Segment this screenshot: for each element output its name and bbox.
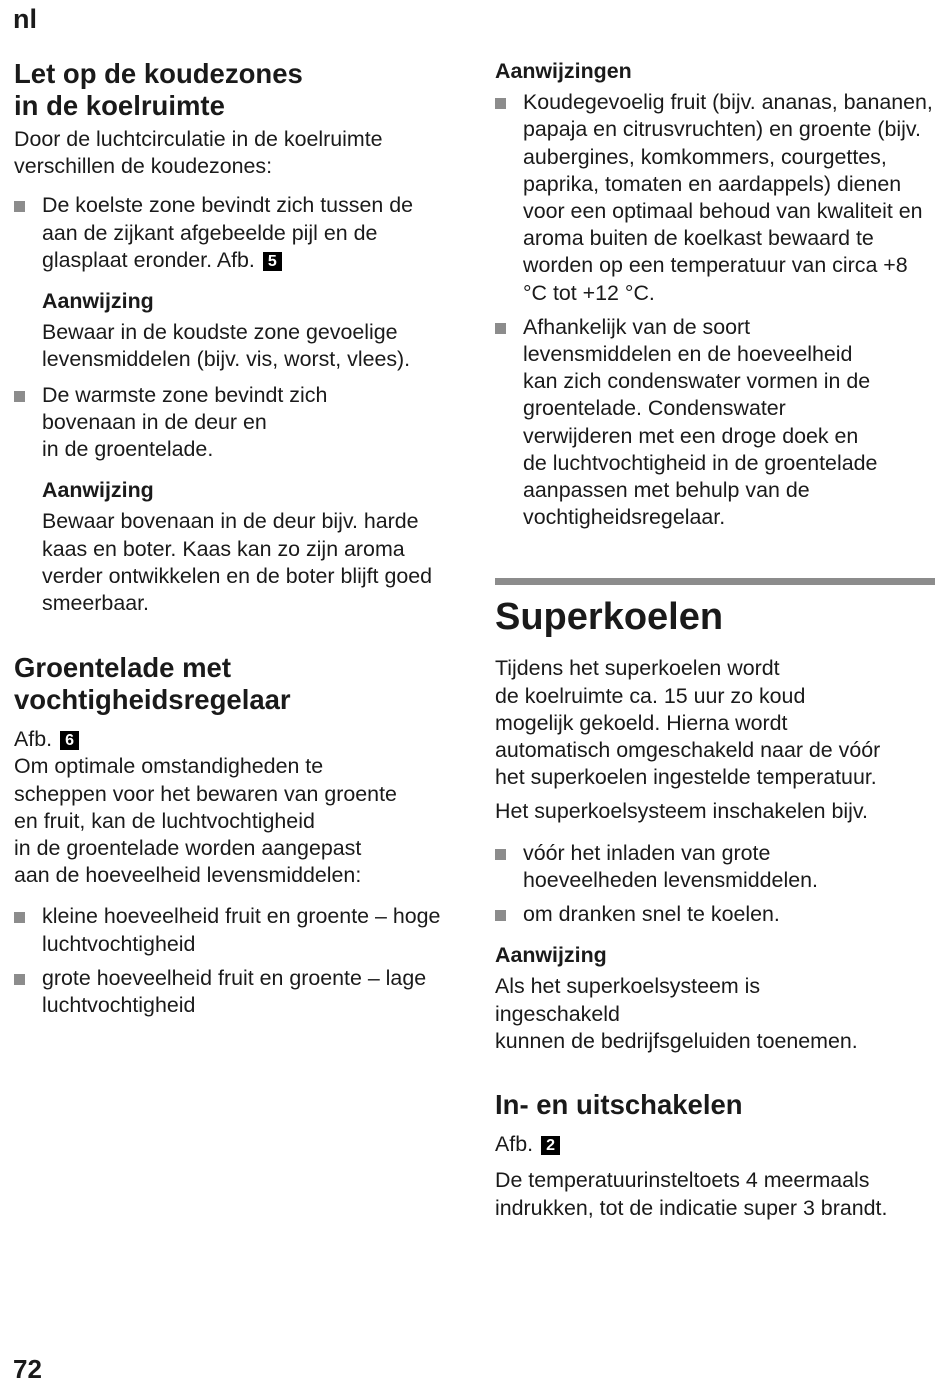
section-title-groentelade [14, 652, 454, 716]
list-item [495, 840, 935, 894]
note-line: kunnen de bedrijfsgeluiden toenemen. [495, 1028, 858, 1053]
superkoelen-instruction: Het superkoelsysteem inschakelen bijv. [495, 799, 868, 824]
in-uitschakelen-paragraph: De temperatuurinsteltoets 4 meermaals indrukken, tot de indicatie super 3 brandt. [495, 1168, 888, 1220]
list-item-line: aanpassen met behulp van de [523, 478, 810, 503]
list-item-line: levensmiddelen en de hoeveelheid [523, 342, 853, 367]
figure-label: Afb. [14, 727, 53, 752]
list-item [495, 901, 935, 928]
paragraph-line: Om optimale omstandigheden te [14, 754, 324, 779]
list-item [14, 903, 454, 957]
bullet-list [14, 192, 454, 274]
list-item-text: om dranken snel te koelen. [523, 902, 780, 927]
list-item-line: groentelade. Condenswater [523, 396, 786, 421]
bullet-square-icon [14, 391, 25, 402]
paragraph-line: mogelijk gekoeld. Hierna wordt [495, 710, 788, 735]
list-item-line: verwijderen met een droge doek en [523, 423, 859, 448]
intro-paragraph: Door de luchtcirculatie in de koelruimte verschillen de koudezones: [14, 127, 383, 179]
note-text: Bewaar bovenaan in de deur bijv. harde kaas en boter. Kaas kan zo zijn aroma verder ontwikkelen en de boter blijft goed smeerbaar. [42, 509, 433, 616]
paragraph-line: en fruit, kan de luchtvochtigheid [14, 808, 315, 833]
notes-bullet-list [495, 89, 935, 531]
list-item-line: de luchtvochtigheid in de groentelade [523, 450, 878, 475]
note-block [14, 288, 454, 374]
list-item-text: Koudegevoelig fruit (bijv. ananas, bananen, papaja en citrusvruchten) en groente (bijv. aubergines, komkommers, courgettes, paprika, tomaten en aardappels) dienen voor een optimaal behoud van kwaliteit en aroma buiten de koelkast bewaard te worden op een temperatuur van circa +8 °C tot +12 °C. [523, 90, 933, 305]
paragraph-line: in de groentelade worden aangepast [14, 836, 362, 861]
paragraph-line: automatisch omgeschakeld naar de vóór [495, 738, 881, 763]
list-item-line: kan zich condenswater vormen in de [523, 369, 871, 394]
paragraph-line: het superkoelen ingestelde temperatuur. [495, 765, 877, 790]
figure-reference-badge: 2 [541, 1136, 560, 1155]
right-column [495, 58, 935, 1222]
list-item-line: Afhankelijk van de soort [523, 314, 751, 339]
notes-heading: Aanwijzingen [495, 59, 632, 83]
list-item-line: hoeveelheden levensmiddelen. [523, 867, 818, 892]
note-line: Als het superkoelsysteem is [495, 974, 761, 999]
figure-reference-badge: 5 [263, 252, 282, 271]
page-number: 72 [13, 1354, 42, 1384]
note-heading: Aanwijzing [495, 943, 607, 968]
figure-reference [14, 726, 454, 753]
paragraph-line: de koelruimte ca. 15 uur zo koud [495, 683, 806, 708]
note-block [495, 942, 935, 1055]
list-item-line: De warmste zone bevindt zich [42, 382, 328, 407]
note-heading: Aanwijzing [42, 478, 154, 503]
figure-reference-badge: 6 [60, 731, 79, 750]
section-title-koudezones [14, 58, 454, 122]
left-column [14, 58, 454, 1026]
bullet-square-icon [495, 849, 506, 860]
title-line: vochtigheidsregelaar [14, 684, 291, 716]
bullet-list [14, 903, 454, 1019]
note-line: ingeschakeld [495, 1001, 620, 1026]
note-text: Bewaar in de koudste zone gevoelige levensmiddelen (bijv. vis, worst, vlees). [42, 320, 411, 372]
paragraph-line: aan de hoeveelheid levensmiddelen: [14, 863, 362, 888]
superkoelen-paragraph [495, 655, 935, 791]
bullet-list [495, 840, 935, 929]
bullet-square-icon [495, 910, 506, 921]
section-title-in-uitschakelen: In- en uitschakelen [495, 1089, 743, 1121]
bullet-list [14, 382, 454, 464]
list-item-line: vochtigheidsregelaar. [523, 505, 726, 530]
figure-reference [495, 1131, 935, 1158]
list-item-text: kleine hoeveelheid fruit en groente – hoge luchtvochtigheid [42, 904, 441, 956]
list-item-line: vóór het inladen van grote [523, 840, 771, 865]
bullet-square-icon [495, 323, 506, 334]
figure-label: Afb. [495, 1132, 534, 1157]
list-item [14, 192, 454, 274]
language-tag: nl [13, 4, 37, 34]
section-title-superkoelen: Superkoelen [495, 596, 724, 639]
bullet-square-icon [14, 201, 25, 212]
list-item-line: bovenaan in de deur en [42, 409, 267, 434]
list-item-text: grote hoeveelheid fruit en groente – lage luchtvochtigheid [42, 965, 427, 1018]
paragraph-line: Tijdens het superkoelen wordt [495, 656, 780, 681]
title-line: Let op de koudezones [14, 58, 303, 89]
bullet-square-icon [14, 912, 25, 923]
list-item-line: in de groentelade. [42, 437, 214, 462]
groentelade-paragraph [14, 753, 454, 889]
bullet-square-icon [14, 974, 25, 985]
list-item [14, 382, 454, 464]
title-line: in de koelruimte [14, 90, 225, 121]
list-item-text: De koelste zone bevindt zich tussen de aan de zijkant afgebeelde pijl en de glasplaat eronder. Afb. [42, 193, 413, 272]
bullet-square-icon [495, 98, 506, 109]
list-item [495, 89, 935, 307]
title-line: Groentelade met [14, 652, 232, 684]
list-item [14, 965, 454, 1019]
note-block [14, 477, 454, 617]
section-divider [495, 578, 935, 585]
paragraph-line: scheppen voor het bewaren van groente [14, 781, 397, 806]
list-item [495, 314, 935, 532]
note-heading: Aanwijzing [42, 289, 154, 314]
